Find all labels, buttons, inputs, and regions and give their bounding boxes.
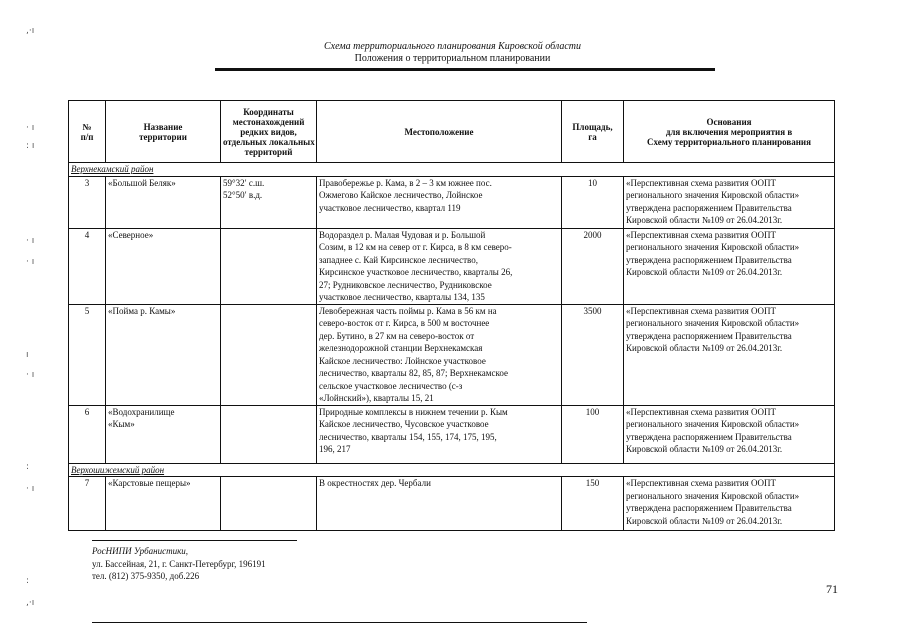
scan-mark: ,·ı	[26, 26, 35, 36]
name-line: «Большой Беляк»	[108, 177, 176, 188]
location-line: Созим, в 12 км на север от г. Кирса, в 8 км северо-	[319, 242, 512, 252]
location-line: 27; Рудниковское лесничество, Рудниковское	[319, 279, 492, 290]
location-line: Кирсинское участковое лесничество, кварталы 26,	[319, 267, 513, 277]
column-header-line: п/п	[80, 131, 94, 142]
scan-mark: · ı	[26, 257, 35, 267]
column-header-line: га	[588, 131, 597, 142]
column-header-coords	[221, 101, 317, 163]
scan-mark: :	[26, 462, 30, 472]
document-subtitle: Положения о территориальном планировании	[354, 53, 551, 64]
location-line: Левобережная часть поймы р. Кама в 56 км на	[319, 305, 497, 316]
region-name: Верхошижемский район	[69, 463, 835, 477]
column-header-area	[562, 101, 624, 163]
scan-mark: :	[26, 576, 30, 586]
cell-num: 7	[69, 477, 106, 531]
cell-name	[106, 176, 221, 228]
column-header-line: Координаты	[243, 106, 294, 117]
basis-line: «Перспективная схема развития ООПТ	[626, 478, 777, 488]
cell-area: 3500	[562, 304, 624, 405]
column-header-line: отдельных локальных	[223, 136, 315, 147]
cell-basis	[624, 477, 835, 531]
basis-line: Кировской области №109 от 26.04.2013г.	[626, 267, 783, 277]
cell-basis	[624, 176, 835, 228]
region-name: Верхнекамский район	[69, 163, 835, 177]
scan-mark: ı	[26, 350, 29, 360]
footer-org: РосНИПИ Урбанистики,	[92, 546, 189, 556]
location-line: Ожмегово Кайское лесничество, Лойнское	[319, 190, 483, 200]
cell-coords	[221, 228, 317, 304]
cell-area: 100	[562, 405, 624, 463]
cell-name	[106, 405, 221, 463]
basis-line: «Перспективная схема развития ООПТ	[626, 305, 777, 316]
footer-address: ул. Бассейная, 21, г. Санкт-Петербург, 196191	[92, 559, 266, 569]
table-row	[69, 176, 835, 228]
name-line: «Пойма р. Камы»	[108, 305, 176, 316]
basis-line: регионального значения Кировской области»	[626, 419, 800, 429]
basis-line: утверждена распоряжением Правительства	[626, 330, 792, 341]
name-line: «Водохранилище	[108, 406, 175, 417]
basis-line: регионального значения Кировской области»	[626, 190, 800, 200]
column-header-line: территории	[139, 131, 187, 142]
basis-line: утверждена распоряжением Правительства	[626, 503, 792, 513]
cell-coords	[221, 405, 317, 463]
location-line: 196, 217	[319, 444, 351, 454]
table-header-row	[69, 101, 835, 163]
column-header-num	[69, 101, 106, 163]
cell-basis	[624, 405, 835, 463]
location-line: участковое лесничество, квартал 119	[319, 202, 461, 213]
cell-location	[317, 477, 562, 531]
territories-table	[68, 100, 835, 531]
coords-line: 59°32′ с.ш.	[223, 177, 265, 188]
column-header-line: №	[82, 121, 92, 132]
basis-line: регионального значения Кировской области»	[626, 490, 800, 501]
column-header-line: Схему территориального планирования	[647, 136, 811, 147]
table-row	[69, 477, 835, 531]
cell-area: 2000	[562, 228, 624, 304]
column-header-name	[106, 101, 221, 163]
cell-num: 5	[69, 304, 106, 405]
scan-mark: · ı	[26, 123, 35, 133]
footer-phone: тел. (812) 375-9350, доб.226	[92, 571, 200, 581]
column-header-line: Площадь,	[572, 121, 613, 132]
location-line: Кайское лесничество, Чусовское участковое	[319, 419, 489, 429]
scan-mark: · ı	[26, 370, 35, 380]
location-line: В окрестностях дер. Чербали	[319, 478, 431, 488]
cell-location	[317, 304, 562, 405]
cell-area: 150	[562, 477, 624, 531]
location-line: дер. Бутино, в 27 км на северо-восток от	[319, 330, 475, 341]
column-header-location	[317, 101, 562, 163]
location-line: Природные комплексы в нижнем течении р. Кым	[319, 406, 508, 417]
header-rule	[215, 68, 715, 71]
location-line: Кайское лесничество: Лойнское участковое	[319, 355, 486, 366]
basis-line: Кировской области №109 от 26.04.2013г.	[626, 343, 783, 353]
cell-location	[317, 228, 562, 304]
document-title: Схема территориального планирования Кировской области	[323, 41, 582, 52]
column-header-basis	[624, 101, 835, 163]
basis-line: «Перспективная схема развития ООПТ	[626, 177, 777, 188]
coords-line: 52°50′ в.д.	[223, 190, 263, 200]
scan-mark: : ı	[26, 141, 35, 151]
column-header-line: для включения мероприятия в	[665, 126, 793, 137]
location-line: лесничество, кварталы 154, 155, 174, 175, 195,	[319, 431, 497, 442]
basis-line: утверждена распоряжением Правительства	[626, 431, 792, 442]
location-line: участковое лесничество, кварталы 134, 135	[319, 292, 485, 302]
scan-mark: ,·ı	[26, 598, 35, 608]
cell-location	[317, 405, 562, 463]
cell-name	[106, 304, 221, 405]
cell-basis	[624, 304, 835, 405]
table-row	[69, 405, 835, 463]
cell-num: 4	[69, 228, 106, 304]
column-header-line: Местоположение	[404, 126, 474, 137]
cell-coords	[221, 304, 317, 405]
location-line: западнее с. Кай Кирсинское лесничество,	[319, 254, 478, 265]
column-header-line: Название	[143, 121, 183, 132]
table-row	[69, 228, 835, 304]
scan-mark: · ı	[26, 484, 35, 494]
cell-num: 6	[69, 405, 106, 463]
column-header-line: территорий	[244, 146, 293, 157]
basis-line: утверждена распоряжением Правительства	[626, 202, 792, 213]
region-row	[69, 463, 835, 477]
cell-location	[317, 176, 562, 228]
location-line: северо-восток от г. Кирса, в 500 м восточнее	[319, 318, 490, 328]
cell-coords	[221, 176, 317, 228]
name-line: «Кым»	[108, 419, 135, 429]
cell-num: 3	[69, 176, 106, 228]
bottom-rule	[92, 622, 587, 623]
footnote-rule	[92, 540, 297, 541]
basis-line: регионального значения Кировской области»	[626, 318, 800, 328]
table-body	[69, 163, 835, 531]
basis-line: регионального значения Кировской области»	[626, 242, 800, 252]
column-header-line: Основания	[706, 116, 752, 127]
cell-name	[106, 477, 221, 531]
location-line: лесничество, кварталы 82, 85, 87; Верхнекамское	[319, 368, 508, 378]
scan-mark: · ı	[26, 236, 35, 246]
table-row	[69, 304, 835, 405]
basis-line: Кировской области №109 от 26.04.2013г.	[626, 215, 783, 225]
cell-coords	[221, 477, 317, 531]
basis-line: Кировской области №109 от 26.04.2013г.	[626, 515, 783, 526]
basis-line: Кировской области №109 от 26.04.2013г.	[626, 444, 783, 454]
page-number: 71	[826, 582, 838, 596]
name-line: «Северное»	[108, 229, 154, 240]
basis-line: «Перспективная схема развития ООПТ	[626, 406, 777, 417]
location-line: сельское участковое лесничество (с-з	[319, 380, 463, 391]
name-line: «Карстовые пещеры»	[108, 478, 191, 488]
cell-name	[106, 228, 221, 304]
cell-basis	[624, 228, 835, 304]
location-line: Правобережье р. Кама, в 2 – 3 км южнее пос.	[319, 177, 492, 188]
basis-line: утверждена распоряжением Правительства	[626, 254, 792, 265]
region-row	[69, 163, 835, 177]
cell-area: 10	[562, 176, 624, 228]
basis-line: «Перспективная схема развития ООПТ	[626, 229, 777, 240]
column-header-line: редких видов,	[240, 126, 297, 137]
column-header-line: местонахождений	[232, 116, 305, 127]
location-line: «Лойнский»), кварталы 15, 21	[319, 393, 434, 403]
location-line: Водораздел р. Малая Чудовая и р. Большой	[319, 229, 486, 240]
location-line: железнодорожной станции Верхнекамская	[319, 343, 483, 353]
